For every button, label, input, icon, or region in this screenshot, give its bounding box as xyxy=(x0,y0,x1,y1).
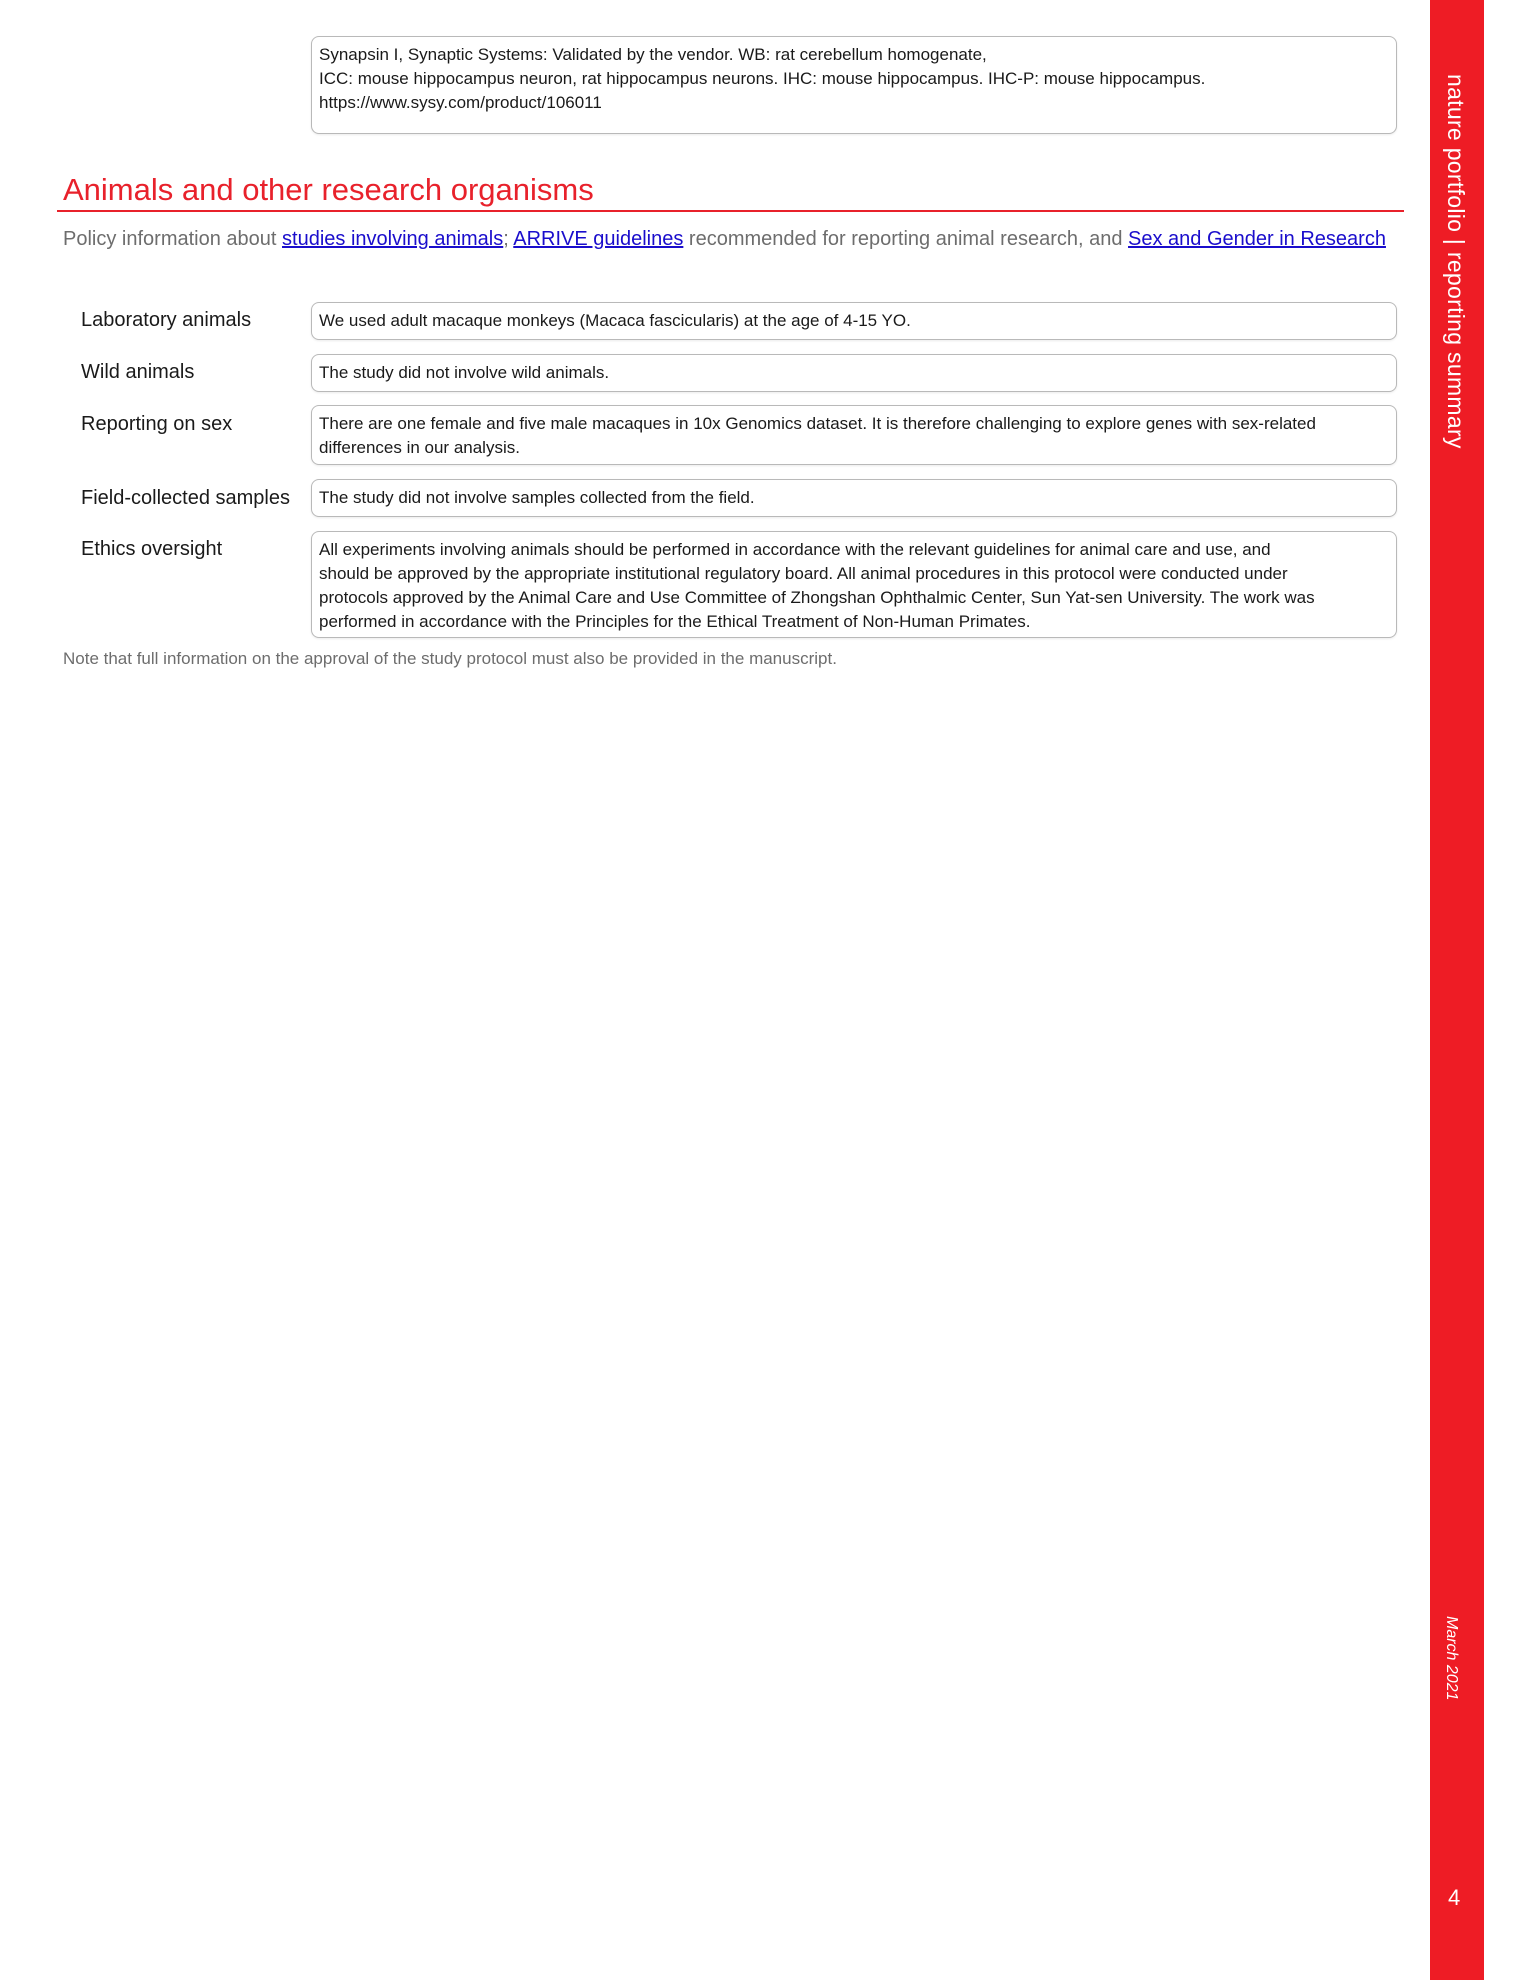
field-text: All experiments involving animals should be performed in accordance with the relevant guidelines for animal care and use, and xyxy=(319,540,1271,559)
field-text: should be approved by the appropriate institutional regulatory board. All animal procedures in this protocol were conducted under xyxy=(319,564,1288,583)
sidebar-date: March 2021 xyxy=(1443,1616,1460,1701)
box-line: Synapsin I, Synaptic Systems: Validated by the vendor. WB: rat cerebellum homogenate, xyxy=(319,45,987,64)
laboratory-animals-label: Laboratory animals xyxy=(81,309,252,331)
page-number: 4 xyxy=(1448,1885,1461,1910)
laboratory-animals-field[interactable] xyxy=(311,302,1397,340)
box-line: https://www.sysy.com/product/106011 xyxy=(319,93,602,112)
wild-animals-label: Wild animals xyxy=(81,361,195,383)
sex-gender-research-link[interactable]: Sex and Gender in Research xyxy=(1128,228,1386,250)
box-line: ICC: mouse hippocampus neuron, rat hippocampus neurons. IHC: mouse hippocampus. IHC-P: mouse hippocampus. xyxy=(319,69,1206,88)
field-text: performed in accordance with the Principles for the Ethical Treatment of Non-Human Primates. xyxy=(319,612,1031,631)
field-collected-samples-field[interactable] xyxy=(311,479,1397,517)
section-title: Animals and other research organisms xyxy=(63,172,594,207)
field-text: protocols approved by the Animal Care and Use Committee of Zhongshan Ophthalmic Center, Sun Yat-sen University. The work was xyxy=(319,588,1315,607)
field-text: There are one female and five male macaques in 10x Genomics dataset. It is therefore challenging to explore genes with sex-related xyxy=(319,414,1316,433)
wild-animals-field[interactable] xyxy=(311,354,1397,392)
title-divider xyxy=(57,210,1404,212)
policy-prefix: Policy information about xyxy=(63,228,283,250)
reporting-on-sex-label: Reporting on sex xyxy=(81,413,233,435)
field-text: differences in our analysis. xyxy=(319,438,520,457)
approval-note: Note that full information on the approval of the study protocol must also be provided in the manuscript. xyxy=(63,649,837,668)
policy-middle: recommended for reporting animal research, and xyxy=(683,228,1129,250)
policy-information xyxy=(63,226,1403,253)
reporting-on-sex-field[interactable] xyxy=(311,405,1397,465)
ethics-oversight-field[interactable] xyxy=(311,531,1397,638)
field-text: The study did not involve samples collected from the field. xyxy=(319,488,755,507)
studies-involving-animals-link[interactable]: studies involving animals xyxy=(282,228,504,250)
arrive-guidelines-link[interactable]: ARRIVE guidelines xyxy=(513,228,684,250)
ethics-oversight-label: Ethics oversight xyxy=(81,538,223,560)
policy-separator: ; xyxy=(503,228,514,250)
sidebar-title: nature portfolio | reporting summary xyxy=(1443,74,1469,449)
field-collected-samples-label: Field-collected samples xyxy=(81,487,290,509)
field-text: The study did not involve wild animals. xyxy=(319,363,610,382)
field-text: We used adult macaque monkeys (Macaca fascicularis) at the age of 4-15 YO. xyxy=(319,311,911,330)
antibody-details-box xyxy=(311,36,1397,134)
